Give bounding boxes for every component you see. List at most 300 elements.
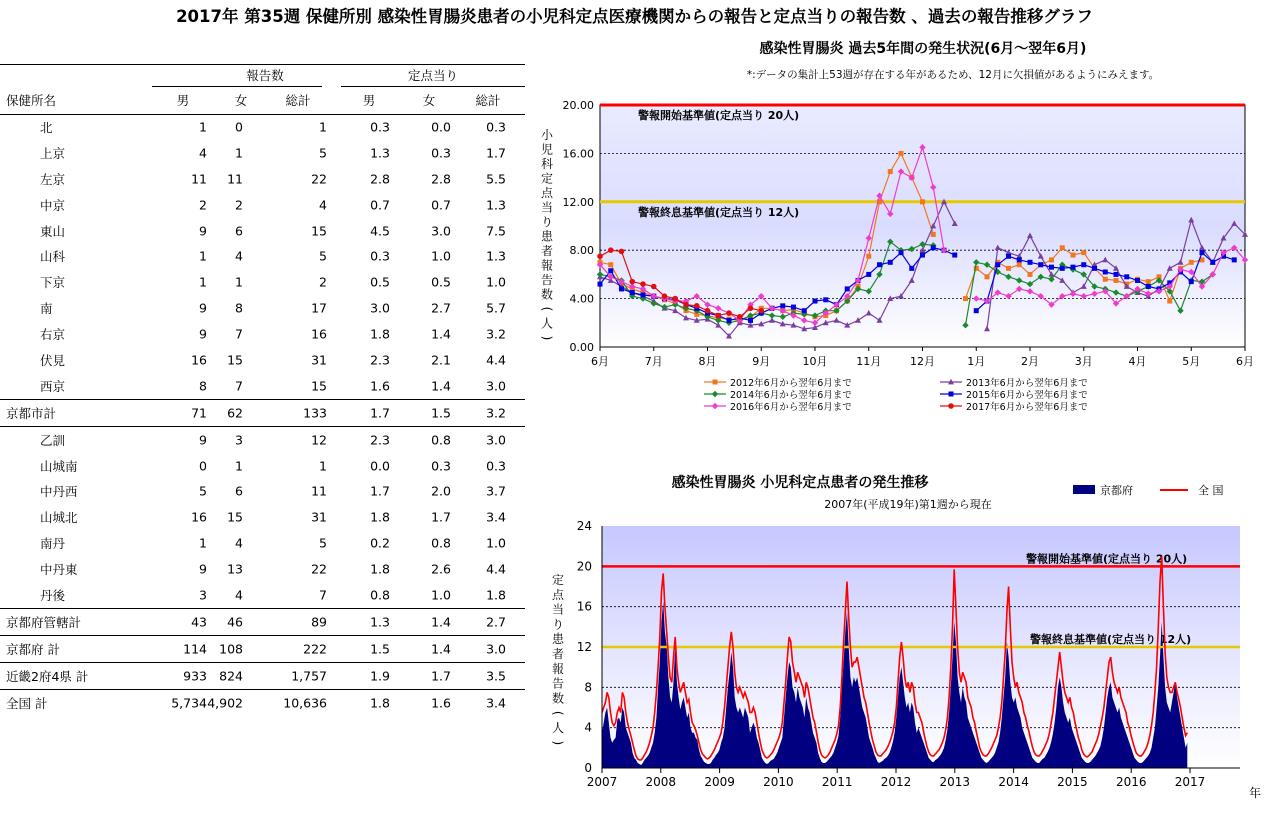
threshold-label: 警報開始基準値(定点当り 20人) [1026, 552, 1188, 566]
five-year-chart [528, 36, 1254, 456]
table-row [0, 321, 528, 347]
row-name: 伏見 [40, 352, 66, 368]
data-point [920, 199, 925, 204]
data-point [727, 318, 732, 323]
data-point [920, 253, 925, 258]
table-cell: 2.3 [370, 432, 390, 448]
data-point [888, 260, 893, 265]
data-point [694, 303, 700, 309]
row-name: 近畿2府4県 計 [6, 668, 89, 684]
data-point [952, 253, 957, 258]
y-axis-label-char: 科 [540, 157, 554, 171]
table-body [0, 114, 528, 715]
table-cell: 1.3 [486, 197, 506, 213]
table-cell: 1 [199, 248, 207, 264]
data-point [845, 286, 850, 291]
data-point [737, 314, 743, 320]
data-point [1189, 279, 1194, 284]
table-cell: 4.5 [370, 223, 390, 238]
x-tick-label: 2007 [586, 775, 618, 789]
table-cell: 71 [191, 405, 207, 421]
data-point [1038, 262, 1043, 267]
data-point [1103, 277, 1108, 282]
table-cell: 1.5 [370, 641, 390, 657]
x-tick-label: 2月 [1021, 355, 1039, 368]
data-point [598, 282, 603, 287]
table-cell: 5,734 [171, 695, 207, 711]
x-tick-label: 2017 [1174, 775, 1206, 789]
table-cell: 114 [183, 641, 207, 657]
data-point [1060, 266, 1065, 271]
y-tick-label: 8 [584, 680, 592, 695]
table-cell: 22 [311, 561, 327, 577]
data-point [802, 308, 807, 313]
legend-label: 2016年6月から翌年6月まで [730, 402, 852, 413]
table-cell: 2.7 [486, 614, 506, 630]
y-tick-label: 20.00 [562, 99, 594, 112]
legend-marker [712, 391, 718, 397]
data-point [888, 169, 893, 174]
data-point [866, 272, 871, 277]
data-point [640, 281, 646, 287]
row-name: 南 [40, 301, 53, 317]
table-row [0, 453, 528, 479]
table-cell: 1.7 [486, 145, 506, 161]
table-cell: 0 [235, 119, 243, 135]
legend-label: 京都府 [1100, 484, 1133, 497]
data-point [1081, 262, 1086, 267]
y-tick-label: 4.00 [569, 292, 594, 306]
y-tick-label: 4 [584, 720, 592, 735]
data-point [641, 292, 646, 297]
data-point [758, 308, 764, 314]
table-cell: 5 [199, 483, 207, 499]
table-cell: 4.4 [486, 352, 506, 368]
y-axis-label-char: 人 [551, 721, 565, 735]
table-cell: 2.7 [431, 300, 451, 316]
table-cell: 0.0 [431, 119, 451, 135]
data-point [1167, 299, 1172, 304]
table-cell: 0.3 [486, 458, 506, 474]
table-cell: 1.0 [431, 248, 451, 264]
y-axis-label-char: ) [540, 335, 554, 341]
data-point [1114, 272, 1119, 277]
table-cell: 1.4 [431, 614, 451, 630]
table-row [0, 166, 528, 192]
table-cell: 17 [311, 300, 327, 316]
table-cell: 2.1 [431, 352, 451, 368]
row-name: 下京 [40, 275, 66, 291]
y-axis-label-char: ) [551, 740, 565, 746]
table-cell: 1.3 [486, 248, 506, 264]
data-point [791, 305, 796, 310]
table-cell: 2.3 [370, 352, 390, 368]
data-point [597, 253, 603, 259]
table-cell: 2 [319, 274, 327, 290]
data-point [866, 254, 871, 259]
y-tick-label: 12.00 [562, 195, 594, 209]
table-cell: 1.7 [431, 668, 451, 684]
table-cell: 7.5 [486, 223, 506, 238]
table-row [0, 504, 528, 530]
data-point [1189, 260, 1194, 265]
column-header: 総計 [475, 93, 501, 108]
y-tick-label: 20 [576, 559, 592, 574]
table-row [0, 530, 528, 556]
table-cell: 1 [235, 458, 243, 474]
y-axis-label-char: 小 [540, 128, 554, 142]
table-cell: 6 [235, 223, 243, 238]
y-axis-label-char: 当 [551, 602, 565, 617]
table-row [0, 478, 528, 504]
x-tick-label: 12月 [910, 355, 935, 368]
legend-marker [948, 403, 954, 409]
data-point [608, 268, 613, 273]
table-cell: 15 [311, 378, 327, 394]
table-cell: 15 [227, 509, 243, 525]
table-cell: 62 [227, 405, 243, 421]
table-cell: 7 [235, 326, 243, 342]
table-cell: 2.8 [431, 171, 451, 187]
row-name: 山科 [40, 249, 66, 265]
data-point [1071, 253, 1076, 258]
table-cell: 4 [235, 587, 243, 603]
table-cell: 1.6 [431, 695, 451, 711]
table-cell: 1.6 [370, 378, 390, 394]
x-tick-label: 8月 [698, 355, 717, 368]
table-cell: 0.8 [431, 535, 451, 551]
data-point [651, 284, 657, 290]
data-point [748, 318, 753, 323]
legend-label: 2015年6月から翌年6月まで [966, 390, 1088, 401]
y-axis-label-char: 人 [540, 316, 554, 331]
row-name: 京都府管轄計 [6, 614, 82, 630]
row-name: 中京 [40, 197, 66, 213]
table-cell: 0.3 [370, 119, 390, 135]
table-cell: 1.8 [370, 509, 390, 525]
table-cell: 0.3 [370, 248, 390, 264]
y-axis-label-char: 点 [551, 587, 565, 602]
data-point [619, 286, 624, 291]
table-row [0, 295, 528, 321]
table-cell: 108 [219, 641, 243, 657]
data-point [899, 151, 904, 156]
table-cell: 1 [319, 458, 327, 474]
table-row [0, 243, 528, 269]
y-axis-label-char: 数 [540, 287, 554, 302]
group-header-per-sentinel: 定点当り [407, 68, 458, 83]
y-axis-label-char: り [540, 215, 554, 229]
row-name: 東山 [40, 223, 66, 239]
table-row [0, 192, 528, 218]
table-cell: 2.6 [431, 561, 451, 577]
row-name: 右京 [40, 327, 66, 343]
table-cell: 6 [235, 483, 243, 499]
table-cell: 31 [311, 509, 327, 525]
table-cell: 0.8 [431, 432, 451, 448]
data-point [726, 310, 732, 316]
x-tick-label: 11月 [856, 355, 882, 368]
table-cell: 0.3 [431, 145, 451, 161]
data-point [705, 308, 711, 314]
table-cell: 1 [319, 119, 327, 135]
table-row [0, 609, 528, 635]
data-point [1135, 278, 1140, 283]
data-point [1092, 266, 1097, 271]
table-row [0, 427, 528, 453]
table-cell: 2.0 [431, 483, 451, 499]
y-tick-label: 16.00 [562, 147, 594, 161]
table-cell: 1.0 [486, 274, 506, 290]
table-cell: 2 [199, 197, 207, 213]
table-cell: 0.3 [486, 119, 506, 135]
y-axis-label-char: 当 [540, 200, 554, 215]
table-cell: 3.2 [486, 326, 506, 342]
table-cell: 3 [199, 587, 207, 603]
data-point [619, 249, 625, 255]
y-axis-label-char: 定 [540, 171, 554, 186]
report-table [0, 64, 528, 715]
table-row [0, 114, 528, 140]
table-cell: 3.5 [486, 668, 506, 684]
data-point [1006, 266, 1011, 271]
column-header: 総計 [285, 93, 311, 108]
x-tick-label: 2011 [821, 775, 853, 789]
row-name: 南丹 [40, 536, 66, 552]
row-name: 西京 [40, 378, 66, 394]
table-cell: 16 [311, 326, 327, 342]
chart-note: *:データの集計上53週が存在する年があるため、12月に欠損値があるようにみえます。 [746, 69, 1160, 81]
table-cell: 9 [199, 300, 207, 316]
table-cell: 0.7 [370, 197, 390, 213]
x-tick-label: 2008 [645, 775, 677, 789]
y-axis-label-char: 児 [540, 142, 554, 157]
table-cell: 3 [235, 432, 243, 448]
table-cell: 1 [199, 119, 207, 135]
y-tick-label: 0 [584, 761, 592, 775]
x-tick-label: 2015 [1057, 775, 1088, 789]
table-cell: 89 [311, 614, 327, 630]
table-cell: 1.0 [431, 587, 451, 603]
table-cell: 3.4 [486, 509, 506, 525]
y-axis-label-char: 告 [551, 676, 565, 691]
threshold-label: 警報終息基準値(定点当り 12人) [1030, 633, 1192, 646]
data-point [748, 305, 754, 311]
table-cell: 15 [311, 223, 327, 238]
table-cell: 11 [191, 171, 207, 187]
table-cell: 3.0 [370, 300, 390, 316]
data-point [630, 290, 635, 295]
data-point [974, 308, 979, 313]
data-point [715, 313, 721, 319]
y-axis-label-char: 報 [540, 258, 554, 273]
table-cell: 5.5 [486, 171, 506, 187]
table-cell: 10,636 [283, 695, 327, 711]
table-cell: 3.0 [431, 223, 451, 238]
legend-label: 2012年6月から翌年6月まで [730, 378, 852, 389]
legend-marker [712, 403, 718, 409]
table-cell: 22 [311, 171, 327, 187]
column-header: 男 [176, 93, 190, 108]
chart-title: 感染性胃腸炎 小児科定点患者の発生推移 [671, 475, 929, 491]
group-header-report-count: 報告数 [246, 68, 284, 83]
table-cell: 1.8 [370, 326, 390, 342]
data-point [963, 296, 968, 301]
table-cell: 3.2 [486, 405, 506, 421]
table-cell: 1.7 [431, 509, 451, 525]
data-point [1049, 257, 1054, 262]
y-axis-label-char: 点 [540, 186, 554, 200]
data-point [672, 296, 678, 302]
table-cell: 3.0 [486, 378, 506, 394]
table-cell: 4 [235, 535, 243, 551]
table-row [0, 400, 528, 426]
table-row [0, 582, 528, 608]
row-name: 中丹西 [40, 484, 78, 500]
table-cell: 3.7 [486, 483, 506, 499]
row-name: 中丹東 [40, 562, 78, 578]
x-tick-label: 10月 [802, 355, 828, 368]
table-cell: 5 [319, 145, 327, 161]
data-point [1146, 284, 1151, 289]
row-name: 上京 [40, 145, 66, 161]
table-row [0, 663, 528, 689]
data-point [608, 262, 613, 267]
data-point [629, 279, 635, 285]
x-tick-label: 6月 [1236, 355, 1254, 368]
row-name: 北 [40, 119, 53, 135]
table-cell: 1 [235, 274, 243, 290]
trend-chart [528, 470, 1261, 810]
data-point [608, 247, 614, 253]
legend-label: 2017年6月から翌年6月まで [966, 402, 1088, 413]
x-tick-label: 5月 [1182, 355, 1201, 368]
y-axis-label-char: ( [551, 710, 565, 716]
table-cell: 9 [199, 326, 207, 342]
table-cell: 46 [227, 614, 243, 630]
y-axis-label [540, 128, 554, 340]
table-cell: 0.8 [370, 587, 390, 603]
table-cell: 5 [319, 535, 327, 551]
table-cell: 1.9 [370, 668, 390, 684]
y-axis-label-char: 患 [540, 229, 554, 244]
table-row [0, 347, 528, 373]
table-cell: 43 [191, 614, 207, 630]
y-axis-label-char: 報 [551, 661, 565, 676]
table-cell: 0.7 [431, 197, 451, 213]
table-cell: 4 [199, 145, 207, 161]
y-axis-label-char: 定 [551, 573, 565, 587]
legend-swatch [1073, 485, 1095, 494]
row-name: 左京 [40, 171, 66, 187]
table-cell: 11 [227, 171, 243, 187]
table-cell: 9 [199, 432, 207, 448]
table-cell: 4 [235, 248, 243, 264]
table-cell: 8 [235, 300, 243, 316]
table-cell: 1.4 [431, 641, 451, 657]
table-cell: 5.7 [486, 300, 506, 316]
x-tick-label: 2013 [939, 775, 971, 789]
table-row [0, 373, 528, 399]
legend-label: 全 国 [1198, 484, 1224, 497]
table-cell: 16 [191, 352, 207, 368]
table-cell: 1 [199, 274, 207, 290]
data-point [1028, 272, 1033, 277]
table-cell: 933 [183, 668, 207, 684]
table-cell: 1.4 [431, 378, 451, 394]
row-name: 乙訓 [40, 432, 66, 448]
table-cell: 1.0 [486, 535, 506, 551]
data-point [909, 266, 914, 271]
legend-label: 2014年6月から翌年6月まで [730, 390, 852, 401]
table-row [0, 690, 528, 716]
row-name: 山城北 [40, 510, 78, 526]
data-point [995, 262, 1000, 267]
table-cell: 2 [235, 197, 243, 213]
table-cell: 1 [235, 145, 243, 161]
table-cell: 133 [303, 405, 327, 421]
table-cell: 7 [235, 378, 243, 394]
y-axis-label-char: ( [540, 306, 554, 312]
x-tick-label: 9月 [752, 355, 771, 368]
x-axis-label: 年 [1248, 786, 1261, 800]
table-row [0, 140, 528, 166]
table-cell: 1.3 [370, 614, 390, 630]
data-point [1114, 278, 1119, 283]
data-point [662, 293, 668, 299]
x-tick-label: 2010 [763, 775, 794, 789]
data-point [1200, 250, 1205, 255]
x-tick-label: 2016 [1115, 775, 1147, 789]
table-cell: 1.3 [370, 145, 390, 161]
table-cell: 15 [227, 352, 243, 368]
x-tick-label: 7月 [644, 355, 663, 368]
data-point [931, 245, 936, 250]
y-axis-label [551, 573, 565, 745]
table-cell: 0.0 [370, 458, 390, 474]
chart-subtitle: 2007年(平成19年)第1週から現在 [824, 498, 992, 511]
table-cell: 3.0 [486, 641, 506, 657]
legend-label: 2013年6月から翌年6月まで [966, 378, 1088, 389]
x-tick-label: 2012 [880, 775, 912, 789]
table-cell: 9 [199, 561, 207, 577]
table-cell: 3.0 [486, 432, 506, 448]
row-name: 京都市計 [6, 405, 57, 421]
y-axis-label-char: 数 [551, 691, 565, 706]
table-cell: 1 [199, 535, 207, 551]
table-cell: 16 [191, 509, 207, 525]
table-cell: 5 [319, 248, 327, 264]
data-point [1232, 257, 1237, 262]
data-point [899, 250, 904, 255]
table-cell: 1,757 [291, 668, 327, 684]
page-title: 2017年 第35週 保健所別 感染性胃腸炎患者の小児科定点医療機関からの報告と定点当りの報告数 、過去の報告推移グラフ [176, 7, 1093, 26]
data-point [1081, 250, 1086, 255]
table-cell: 1.7 [370, 405, 390, 421]
table-cell: 4,902 [207, 695, 243, 711]
table-cell: 1.4 [431, 326, 451, 342]
x-tick-label: 1月 [967, 355, 986, 368]
chart-title: 感染性胃腸炎 過去5年間の発生状況(6月～翌年6月) [759, 41, 1087, 57]
table-cell: 2.8 [370, 171, 390, 187]
row-name: 山城南 [40, 458, 78, 474]
table-cell: 12 [311, 432, 327, 448]
threshold-label: 警報開始基準値(定点当り 20人) [638, 109, 800, 122]
y-axis-label-char: 者 [540, 244, 554, 258]
column-header: 男 [362, 93, 376, 108]
y-tick-label: 0.00 [569, 341, 594, 354]
data-point [1124, 274, 1129, 279]
